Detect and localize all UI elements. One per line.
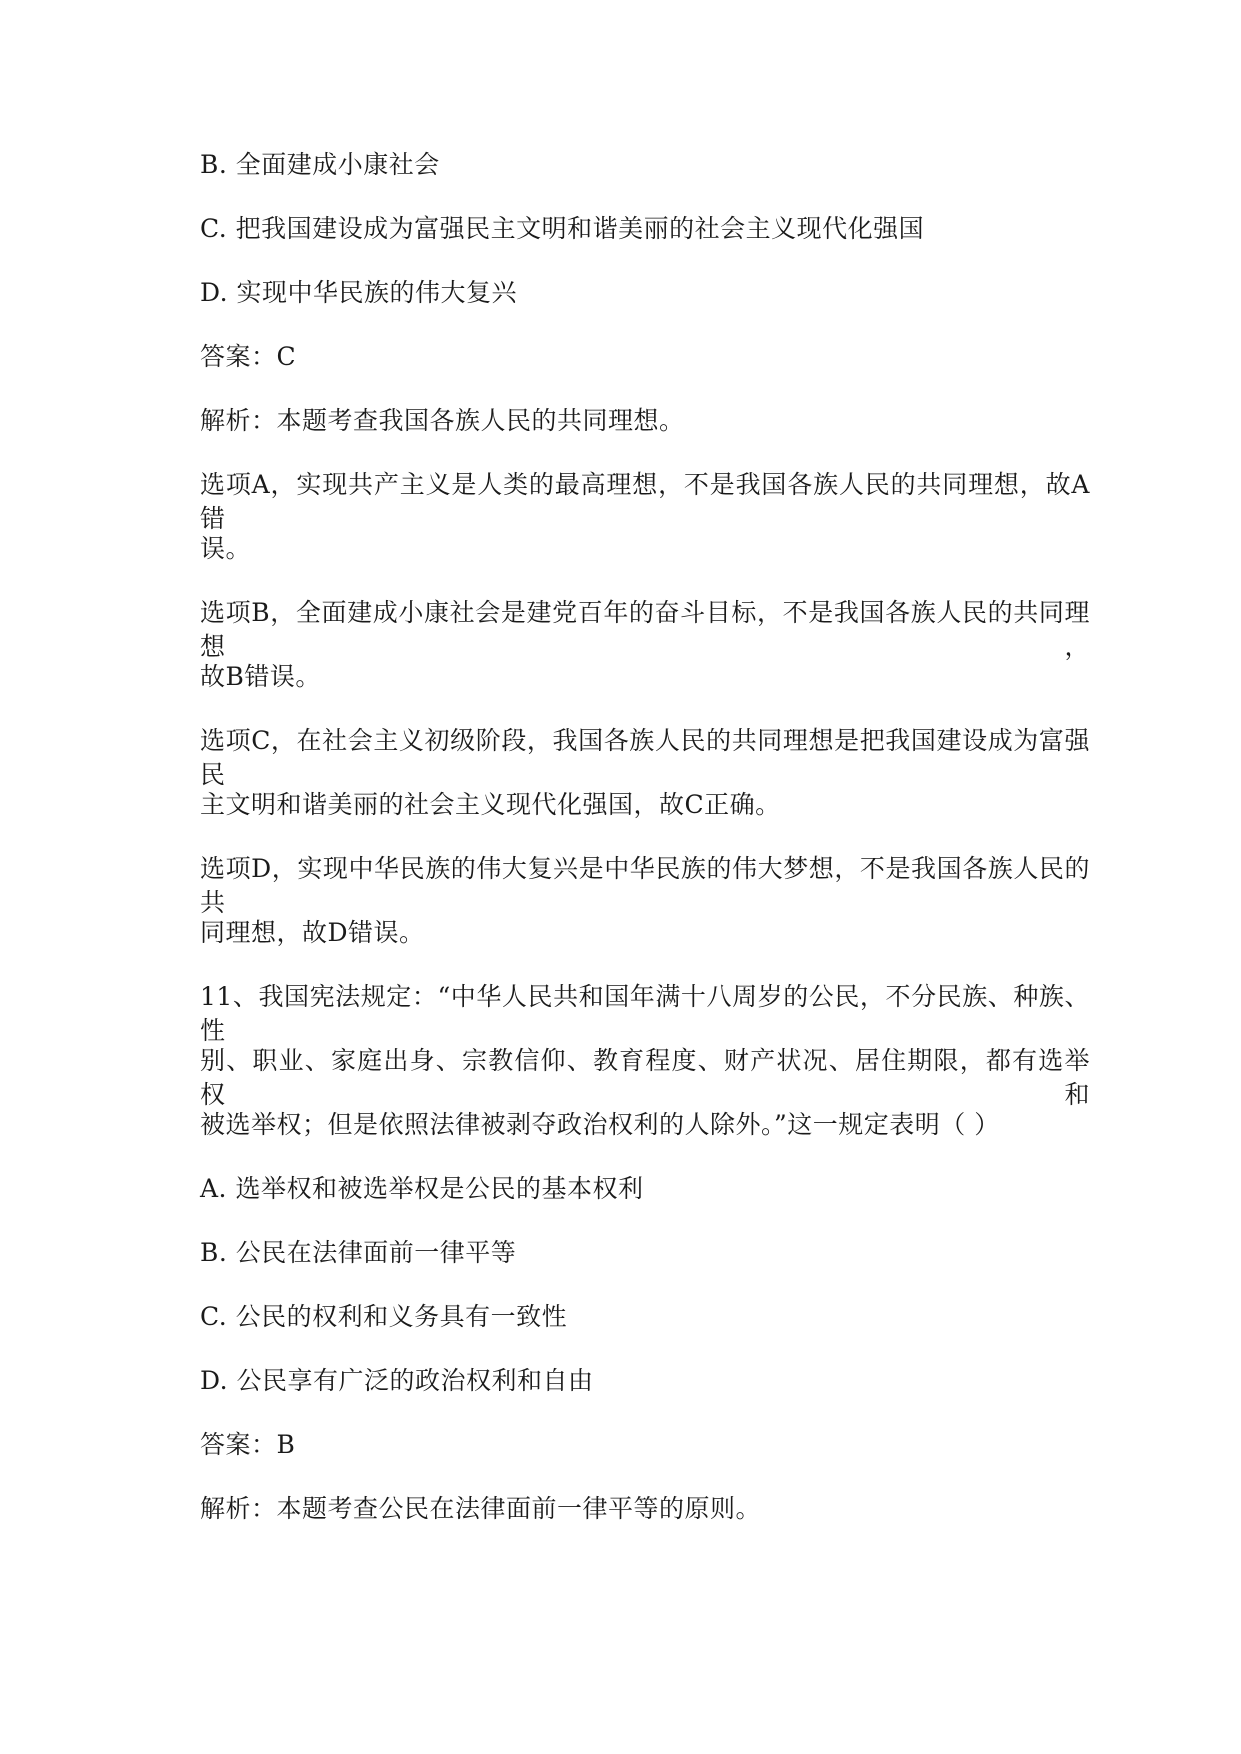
option-c-line: C. 把我国建设成为富强民主文明和谐美丽的社会主义现代化强国 <box>200 214 925 243</box>
explanation-b-line-2: 故B错误。 <box>200 662 321 691</box>
explanation-a-line-2: 误。 <box>200 534 252 563</box>
explanation-c-line-2: 主文明和谐美丽的社会主义现代化强国，故C正确。 <box>200 790 781 819</box>
question-11-line-3: 被选举权；但是依照法律被剥夺政治权利的人除外。”这一规定表明（ ） <box>200 1110 1000 1139</box>
explanation-b-line-1: 选项B，全面建成小康社会是建党百年的奋斗目标，不是我国各族人民的共同理想， <box>200 598 1090 661</box>
question-11-line-2: 别、职业、家庭出身、宗教信仰、教育程度、财产状况、居住期限，都有选举权和 <box>200 1046 1090 1109</box>
explanation-d-line-1: 选项D，实现中华民族的伟大复兴是中华民族的伟大梦想，不是我国各族人民的共 <box>200 854 1090 917</box>
explanation-a-line-1: 选项A，实现共产主义是人类的最高理想，不是我国各族人民的共同理想，故A错 <box>200 470 1090 533</box>
q11-answer-line: 答案：B <box>200 1430 296 1459</box>
question-11-line-1: 11、我国宪法规定：“中华人民共和国年满十八周岁的公民，不分民族、种族、性 <box>200 982 1090 1045</box>
option-d-line: D. 实现中华民族的伟大复兴 <box>200 278 518 307</box>
explanation-c-line-1: 选项C，在社会主义初级阶段，我国各族人民的共同理想是把我国建设成为富强民 <box>200 726 1090 789</box>
analysis-line: 解析：本题考查我国各族人民的共同理想。 <box>200 406 685 435</box>
q11-option-a-line: A. 选举权和被选举权是公民的基本权利 <box>200 1174 644 1203</box>
q11-option-b-line: B. 公民在法律面前一律平等 <box>200 1238 517 1267</box>
explanation-d-line-2: 同理想，故D错误。 <box>200 918 425 947</box>
q11-option-d-line: D. 公民享有广泛的政治权利和自由 <box>200 1366 594 1395</box>
q11-analysis-line: 解析：本题考查公民在法律面前一律平等的原则。 <box>200 1494 762 1523</box>
option-b-line: B. 全面建成小康社会 <box>200 150 440 179</box>
q11-option-c-line: C. 公民的权利和义务具有一致性 <box>200 1302 568 1331</box>
answer-line: 答案：C <box>200 342 297 371</box>
